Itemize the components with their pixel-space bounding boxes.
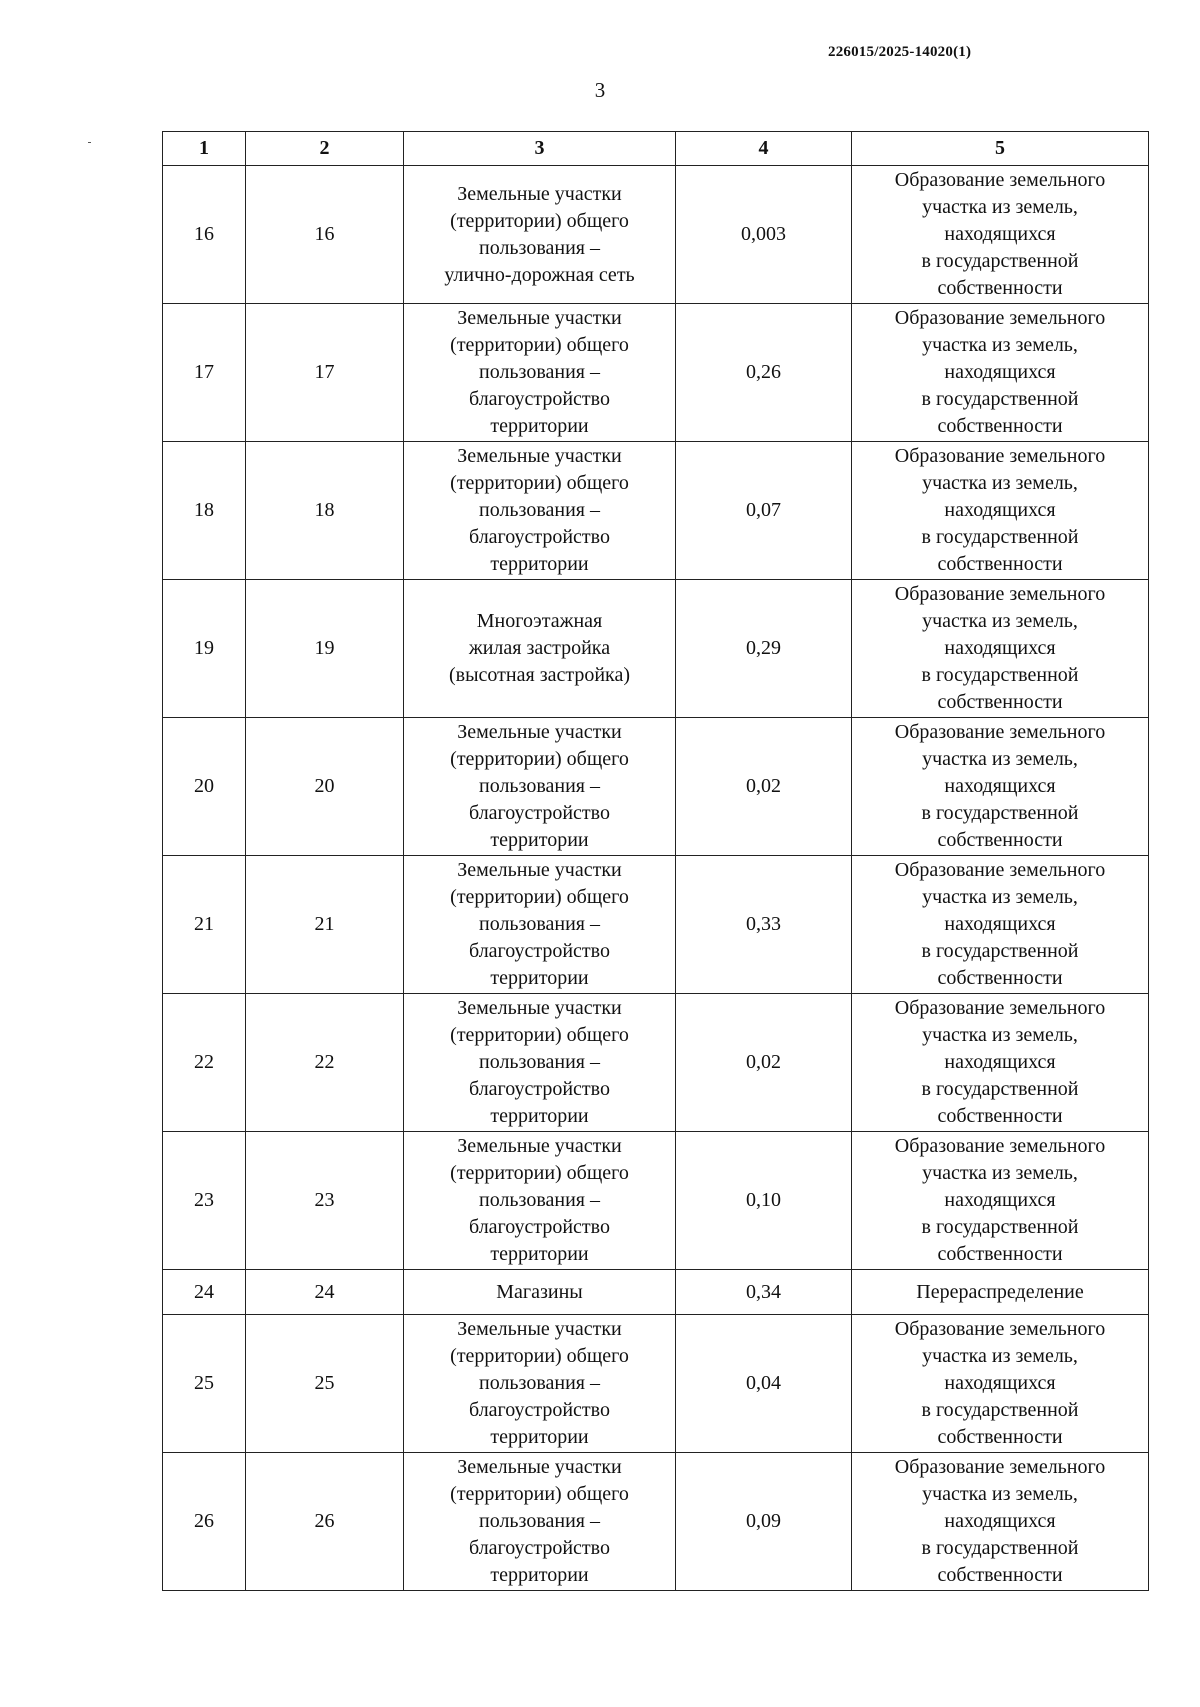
- land-use-cell: [404, 1132, 676, 1270]
- column-header: 1: [163, 132, 246, 166]
- formation-method-cell-line: участка из земель,: [922, 1162, 1078, 1184]
- formation-method-cell: [852, 856, 1149, 994]
- land-use-cell-line: территории: [490, 967, 589, 989]
- land-use-cell-line: благоустройство: [469, 526, 610, 548]
- formation-method-cell-line: в государственной: [921, 1537, 1079, 1559]
- formation-method-cell-line: в государственной: [921, 1399, 1079, 1421]
- land-use-cell-line: пользования –: [479, 499, 600, 521]
- land-use-cell-line: территории: [490, 415, 589, 437]
- formation-method-cell-line: участка из земель,: [922, 1024, 1078, 1046]
- formation-method-cell: [852, 1132, 1149, 1270]
- area-cell: 0,34: [676, 1270, 852, 1315]
- plot-number-cell: 24: [246, 1270, 404, 1315]
- table-row: [163, 304, 1149, 442]
- land-use-cell-line: благоустройство: [469, 940, 610, 962]
- table-row: [163, 1270, 1149, 1315]
- land-use-cell-line: пользования –: [479, 913, 600, 935]
- formation-method-cell-line: в государственной: [921, 664, 1079, 686]
- land-use-cell-line: Магазины: [496, 1280, 583, 1303]
- formation-method-cell: [852, 994, 1149, 1132]
- land-use-cell-line: Земельные участки: [457, 1318, 622, 1340]
- land-use-cell-line: (территории) общего: [450, 334, 629, 356]
- land-use-cell-line: (территории) общего: [450, 886, 629, 908]
- land-use-cell-line: территории: [490, 1243, 589, 1265]
- plot-number-cell: 23: [246, 1132, 404, 1270]
- land-use-cell-line: территории: [490, 1426, 589, 1448]
- formation-method-cell-line: в государственной: [921, 802, 1079, 824]
- formation-method-cell-line: собственности: [937, 967, 1063, 989]
- formation-method-cell-line: находящихся: [944, 1189, 1056, 1211]
- formation-method-cell-line: Образование земельного: [894, 997, 1106, 1019]
- land-use-cell-line: Земельные участки: [457, 445, 622, 467]
- area-cell: 0,04: [676, 1315, 852, 1453]
- land-plots-table: [162, 131, 1149, 1591]
- formation-method-cell: [852, 1315, 1149, 1453]
- row-number-cell: 16: [163, 166, 246, 304]
- plot-number-cell: 20: [246, 718, 404, 856]
- land-use-cell-line: (территории) общего: [450, 209, 629, 232]
- formation-method-cell: [852, 1270, 1149, 1315]
- area-cell: 0,26: [676, 304, 852, 442]
- table-row: [163, 718, 1149, 856]
- land-use-cell-line: пользования –: [479, 1189, 600, 1211]
- land-use-cell: [404, 580, 676, 718]
- formation-method-cell-line: собственности: [937, 1105, 1063, 1127]
- document-number: 226015/2025-14020(1): [828, 44, 972, 60]
- land-use-cell-line: благоустройство: [469, 802, 610, 824]
- table-body: [163, 166, 1149, 1591]
- formation-method-cell-line: Образование земельного: [894, 859, 1106, 881]
- land-use-cell-line: улично-дорожная сеть: [444, 263, 635, 286]
- land-use-cell-line: пользования –: [479, 1372, 600, 1394]
- land-use-cell-line: пользования –: [479, 1510, 600, 1532]
- formation-method-cell-line: Образование земельного: [894, 307, 1106, 329]
- formation-method-cell-line: собственности: [937, 277, 1063, 299]
- formation-method-cell-line: находящихся: [944, 913, 1056, 935]
- row-number-cell: 22: [163, 994, 246, 1132]
- land-use-cell-line: территории: [490, 1564, 589, 1586]
- land-use-cell-line: благоустройство: [469, 1537, 610, 1559]
- area-cell: 0,02: [676, 994, 852, 1132]
- formation-method-cell-line: Перераспределение: [916, 1280, 1084, 1303]
- row-number-cell: 26: [163, 1453, 246, 1591]
- land-use-cell-line: Земельные участки: [457, 997, 622, 1019]
- land-use-cell-line: Земельные участки: [457, 721, 622, 743]
- column-header: 5: [852, 132, 1149, 166]
- page-number: 3: [594, 78, 606, 102]
- formation-method-cell-line: участка из земель,: [922, 472, 1078, 494]
- plot-number-cell: 19: [246, 580, 404, 718]
- formation-method-cell-line: участка из земель,: [922, 886, 1078, 908]
- row-number-cell: 24: [163, 1270, 246, 1315]
- row-number-cell: 17: [163, 304, 246, 442]
- land-use-cell-line: (территории) общего: [450, 1024, 629, 1046]
- table-row: [163, 856, 1149, 994]
- land-use-cell: [404, 994, 676, 1132]
- formation-method-cell-line: находящихся: [944, 361, 1056, 383]
- area-cell: 0,07: [676, 442, 852, 580]
- plot-number-cell: 22: [246, 994, 404, 1132]
- scan-speck: [88, 142, 91, 143]
- land-use-cell-line: (территории) общего: [450, 1483, 629, 1505]
- formation-method-cell: [852, 1453, 1149, 1591]
- land-use-cell-line: Земельные участки: [457, 1456, 622, 1478]
- formation-method-cell-line: находящихся: [944, 499, 1056, 521]
- land-use-cell-line: Земельные участки: [457, 859, 622, 881]
- area-cell: 0,29: [676, 580, 852, 718]
- formation-method-cell-line: находящихся: [944, 1510, 1056, 1532]
- land-use-cell-line: Многоэтажная: [476, 610, 603, 632]
- formation-method-cell-line: в государственной: [921, 1216, 1079, 1238]
- land-use-cell-line: территории: [490, 829, 589, 851]
- formation-method-cell-line: находящихся: [944, 223, 1056, 245]
- land-use-cell: [404, 718, 676, 856]
- plot-number-cell: 17: [246, 304, 404, 442]
- row-number-cell: 20: [163, 718, 246, 856]
- land-use-cell-line: жилая застройка: [468, 637, 611, 659]
- table-header-row: [163, 132, 1149, 166]
- formation-method-cell-line: собственности: [937, 553, 1063, 575]
- row-number-cell: 18: [163, 442, 246, 580]
- land-use-cell-line: Земельные участки: [457, 307, 622, 329]
- land-use-cell-line: пользования –: [479, 361, 600, 383]
- formation-method-cell-line: в государственной: [921, 250, 1079, 272]
- area-cell: 0,02: [676, 718, 852, 856]
- formation-method-cell-line: Образование земельного: [894, 1135, 1106, 1157]
- land-use-cell-line: территории: [490, 553, 589, 575]
- row-number-cell: 19: [163, 580, 246, 718]
- formation-method-cell-line: Образование земельного: [894, 1318, 1106, 1340]
- column-header: 3: [404, 132, 676, 166]
- land-use-cell-line: (территории) общего: [450, 1162, 629, 1184]
- formation-method-cell-line: участка из земель,: [922, 748, 1078, 770]
- table-row: [163, 442, 1149, 580]
- land-use-cell-line: Земельные участки: [457, 1135, 622, 1157]
- formation-method-cell-line: находящихся: [944, 1372, 1056, 1394]
- land-use-cell-line: (высотная застройка): [449, 664, 630, 686]
- land-use-cell: [404, 166, 676, 304]
- land-use-cell: [404, 1453, 676, 1591]
- land-use-cell: [404, 1270, 676, 1315]
- formation-method-cell-line: в государственной: [921, 526, 1079, 548]
- land-use-cell: [404, 1315, 676, 1453]
- land-use-cell-line: Земельные участки: [457, 182, 622, 205]
- land-use-cell: [404, 442, 676, 580]
- formation-method-cell-line: Образование земельного: [894, 721, 1106, 743]
- area-cell: 0,003: [676, 166, 852, 304]
- land-use-cell-line: (территории) общего: [450, 1345, 629, 1367]
- land-use-cell: [404, 856, 676, 994]
- formation-method-cell-line: Образование земельного: [894, 445, 1106, 467]
- land-use-cell-line: благоустройство: [469, 1078, 610, 1100]
- formation-method-cell: [852, 304, 1149, 442]
- land-use-cell-line: благоустройство: [469, 1216, 610, 1238]
- table-row: [163, 1132, 1149, 1270]
- land-use-cell-line: пользования –: [479, 775, 600, 797]
- formation-method-cell-line: собственности: [937, 829, 1063, 851]
- land-use-cell-line: благоустройство: [469, 1399, 610, 1421]
- formation-method-cell-line: в государственной: [921, 388, 1079, 410]
- formation-method-cell-line: Образование земельного: [894, 169, 1106, 191]
- formation-method-cell-line: Образование земельного: [894, 1456, 1106, 1478]
- formation-method-cell-line: участка из земель,: [922, 196, 1078, 218]
- plot-number-cell: 26: [246, 1453, 404, 1591]
- formation-method-cell-line: Образование земельного: [894, 583, 1106, 605]
- plot-number-cell: 18: [246, 442, 404, 580]
- formation-method-cell: [852, 442, 1149, 580]
- column-header: 4: [676, 132, 852, 166]
- formation-method-cell-line: в государственной: [921, 1078, 1079, 1100]
- formation-method-cell-line: участка из земель,: [922, 1483, 1078, 1505]
- land-use-cell-line: (территории) общего: [450, 472, 629, 494]
- formation-method-cell-line: в государственной: [921, 940, 1079, 962]
- row-number-cell: 25: [163, 1315, 246, 1453]
- land-use-cell-line: территории: [490, 1105, 589, 1127]
- formation-method-cell: [852, 166, 1149, 304]
- table-row: [163, 994, 1149, 1132]
- formation-method-cell-line: собственности: [937, 415, 1063, 437]
- formation-method-cell-line: находящихся: [944, 637, 1056, 659]
- row-number-cell: 21: [163, 856, 246, 994]
- formation-method-cell-line: участка из земель,: [922, 610, 1078, 632]
- area-cell: 0,10: [676, 1132, 852, 1270]
- table-row: [163, 166, 1149, 304]
- land-use-cell: [404, 304, 676, 442]
- formation-method-cell-line: находящихся: [944, 1051, 1056, 1073]
- land-use-cell-line: (территории) общего: [450, 748, 629, 770]
- formation-method-cell-line: собственности: [937, 1243, 1063, 1265]
- plot-number-cell: 21: [246, 856, 404, 994]
- plot-number-cell: 16: [246, 166, 404, 304]
- formation-method-cell-line: находящихся: [944, 775, 1056, 797]
- row-number-cell: 23: [163, 1132, 246, 1270]
- formation-method-cell-line: собственности: [937, 691, 1063, 713]
- formation-method-cell-line: собственности: [937, 1564, 1063, 1586]
- table-row: [163, 1315, 1149, 1453]
- land-use-cell-line: благоустройство: [469, 388, 610, 410]
- area-cell: 0,33: [676, 856, 852, 994]
- table-row: [163, 1453, 1149, 1591]
- formation-method-cell: [852, 718, 1149, 856]
- column-header: 2: [246, 132, 404, 166]
- land-use-cell-line: пользования –: [479, 1051, 600, 1073]
- land-use-cell-line: пользования –: [479, 236, 600, 259]
- formation-method-cell-line: участка из земель,: [922, 334, 1078, 356]
- table-row: [163, 580, 1149, 718]
- formation-method-cell-line: участка из земель,: [922, 1345, 1078, 1367]
- area-cell: 0,09: [676, 1453, 852, 1591]
- plot-number-cell: 25: [246, 1315, 404, 1453]
- formation-method-cell: [852, 580, 1149, 718]
- formation-method-cell-line: собственности: [937, 1426, 1063, 1448]
